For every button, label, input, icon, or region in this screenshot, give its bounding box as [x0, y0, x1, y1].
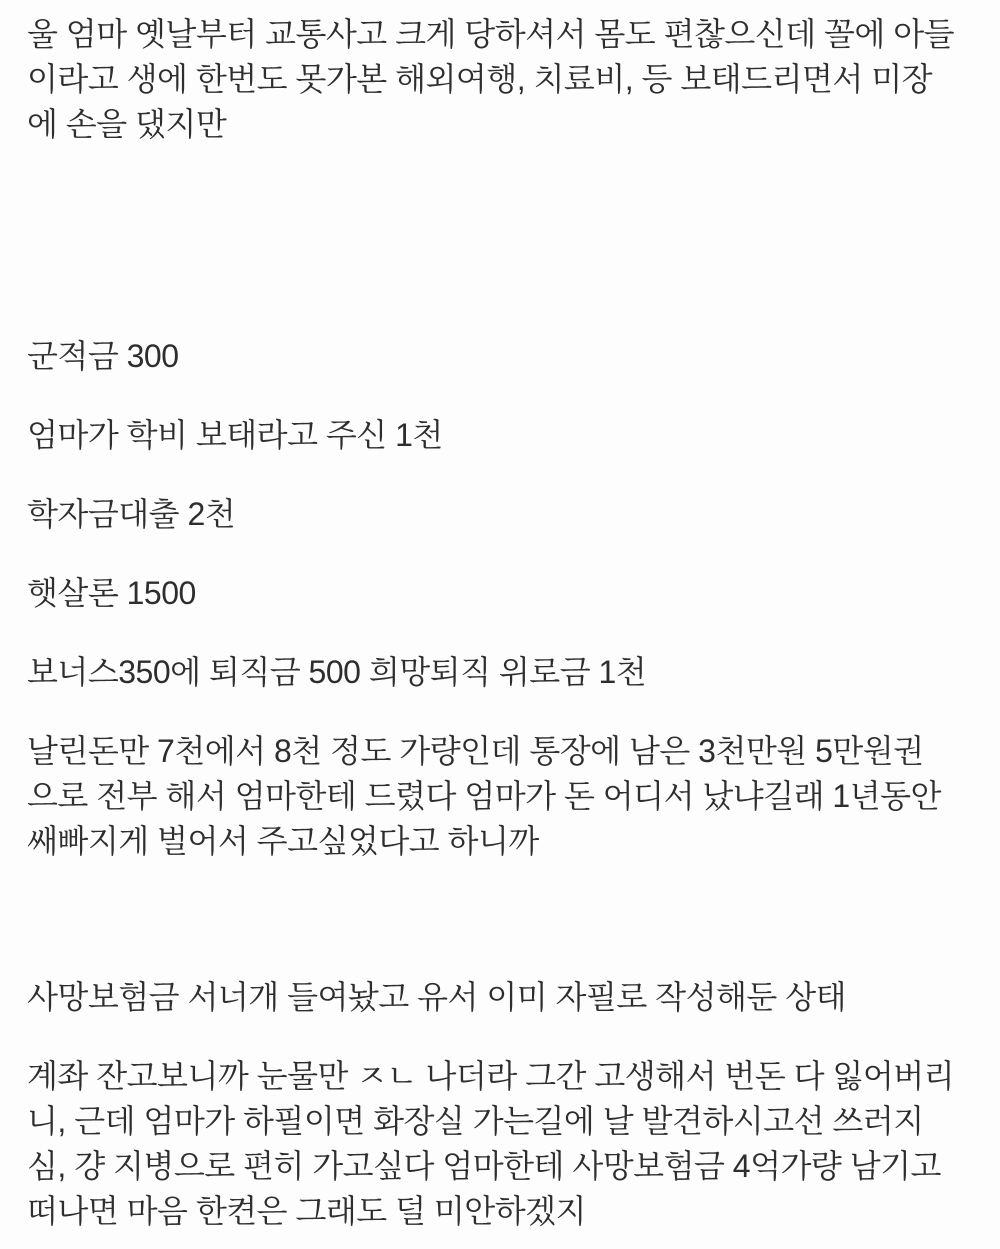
text-line: 으로 전부 해서 엄마한테 드렸다 엄마가 돈 어디서 났냐길래 1년동안: [27, 778, 941, 814]
text-line: 사망보험금 서너개 들여놨고 유서 이미 자필로 작성해둔 상태: [27, 979, 847, 1015]
paragraph-lost-money: [27, 729, 990, 864]
text-line: 보너스350에 퇴직금 500 희망퇴직 위로금 1천: [27, 654, 647, 690]
text-line: 니, 근데 엄마가 하필이면 화장실 가는길에 날 발견하시고선 쓰러지: [27, 1103, 924, 1139]
text-line: 심, 걍 지병으로 편히 가고싶다 엄마한테 사망보험금 4억가량 남기고: [27, 1148, 941, 1184]
paragraph-student-loan: [27, 492, 990, 537]
text-line: 계좌 잔고보니까 눈물만 ㅈㄴ 나더라 그간 고생해서 번돈 다 잃어버리: [27, 1058, 955, 1094]
paragraph-military-savings: [27, 334, 990, 379]
paragraph-mom-tuition: [27, 413, 990, 458]
text-line: 날린돈만 7천에서 8천 정도 가량인데 통장에 남은 3천만원 5만원권: [27, 733, 924, 769]
text-line: 학자금대출 2천: [27, 496, 236, 532]
text-line: 햇살론 1500: [27, 575, 196, 611]
text-line: 쌔빠지게 벌어서 주고싶었다고 하니까: [27, 823, 539, 859]
text-line: 떠나면 마음 한켠은 그래도 덜 미안하겠지: [27, 1193, 586, 1229]
text-line: 엄마가 학비 보태라고 주신 1천: [27, 417, 443, 453]
text-line: 울 엄마 옛날부터 교통사고 크게 당하셔서 몸도 편찮으신데 꼴에 아들: [27, 16, 955, 52]
text-line: 이라고 생에 한번도 못가본 해외여행, 치료비, 등 보태드리면서 미장: [27, 61, 933, 97]
paragraph-sunshine-loan: [27, 571, 990, 616]
paragraph-closing: [27, 1054, 990, 1234]
paragraph-bonus-severance: [27, 650, 990, 695]
paragraph-intro: [27, 12, 990, 147]
paragraph-insurance-will: [27, 975, 990, 1020]
text-line: 군적금 300: [27, 338, 179, 374]
text-line: 에 손을 댔지만: [27, 106, 227, 142]
